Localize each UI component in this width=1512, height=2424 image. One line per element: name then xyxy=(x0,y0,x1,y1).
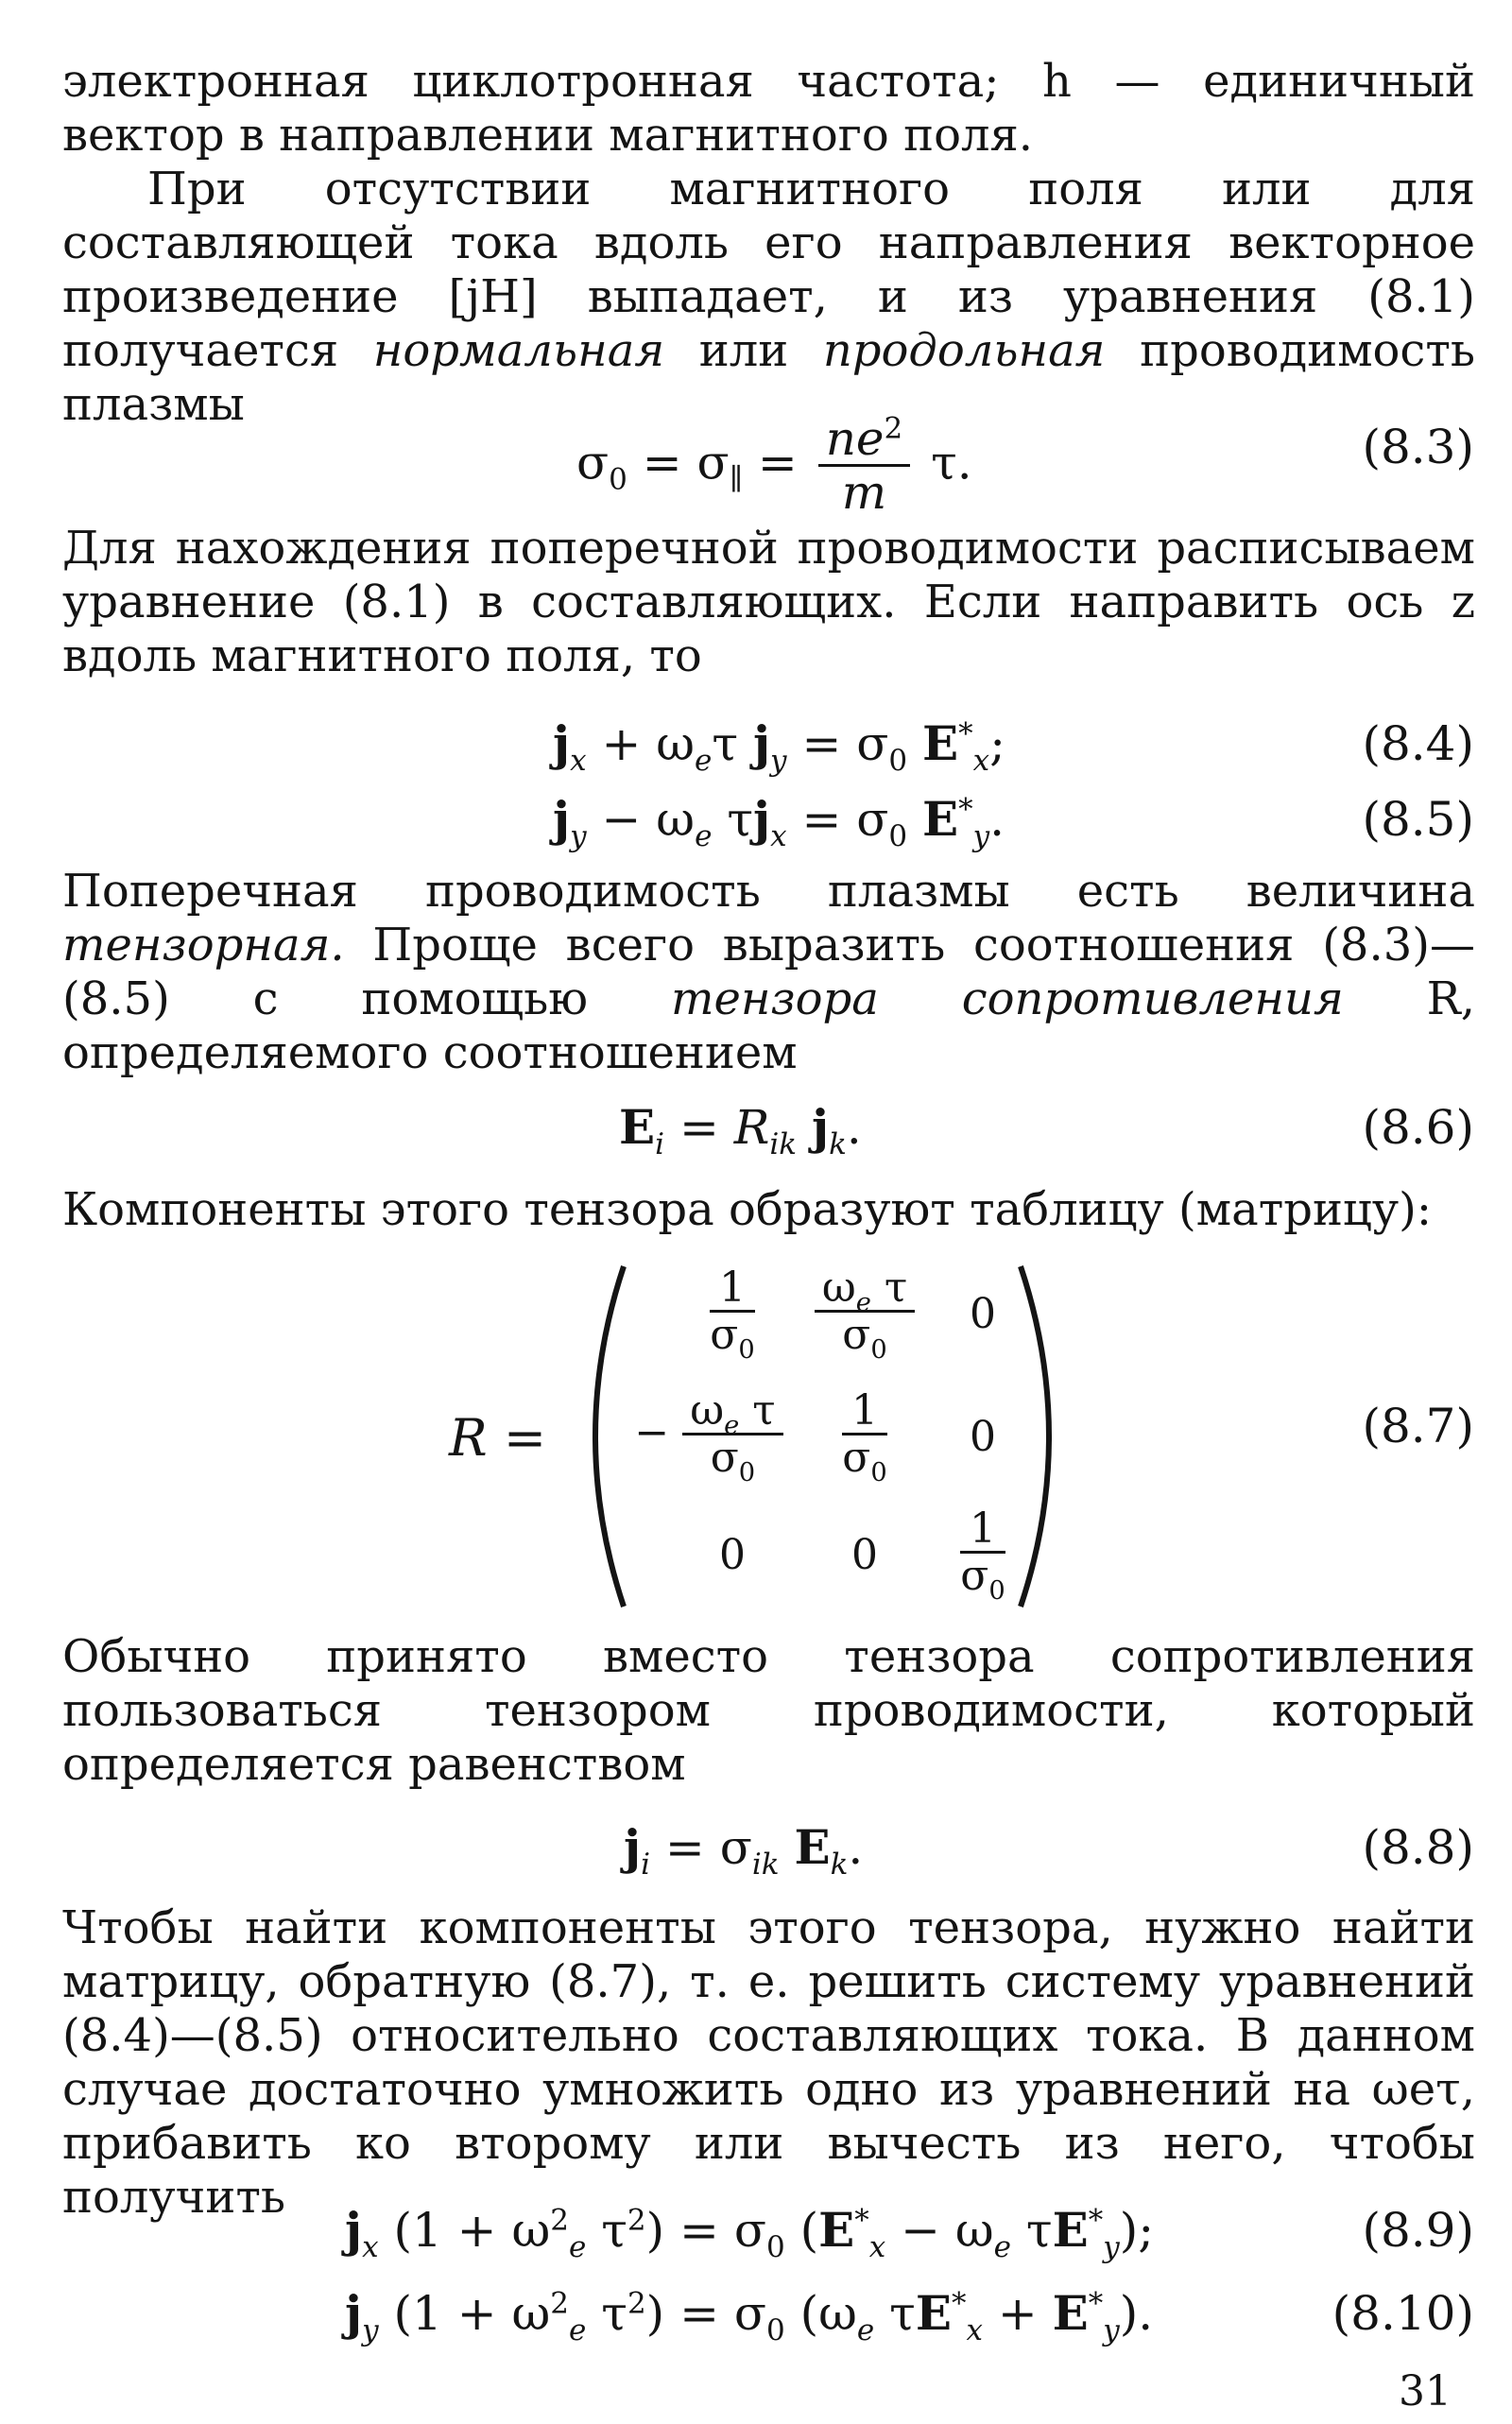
paragraph-1: электронная циклотронная частота; h — единичный вектор в направлении магнитного поля. xyxy=(62,55,1475,162)
matrix-cell: 0 xyxy=(719,1531,746,1579)
paragraph-3: Для нахождения поперечной проводимости расписываем уравнение (8.1) в составляющих. Если направить ось z вдоль магнитного поля, то xyxy=(62,522,1475,682)
matrix-cell: 0 xyxy=(970,1413,996,1461)
equation-8-9: $j_x$ ($1 + \omega^2_e$ $\tau^2) = \sigma_0$ ($E^*_x - \omega_e$ $\tau E^*_y$); (8.9) xyxy=(345,2202,1474,2264)
matrix-lhs: R = xyxy=(449,1408,547,1468)
matrix-cell: $\frac{1}{\sigma_0}$ xyxy=(960,1504,1005,1606)
matrix-cell: − $\frac{\omega_e \tau}{\sigma_0}$ xyxy=(624,1389,794,1482)
paragraph-2: При отсутствии магнитного поля или для составляющей тока вдоль его направления векторное произведение [jH] выпадает, и из уравнения (8.1) получается нормальная или продольная проводимость плазмы xyxy=(62,163,1475,431)
paragraph-6: Обычно принято вместо тензора сопротивления пользоваться тензором проводимости, который определяется равенством xyxy=(62,1630,1475,1791)
matrix-cell: 0 xyxy=(970,1290,996,1338)
equation-8-3: $\sigma_0 = \sigma_\parallel$ = $\frac{ne^2}{m}$ τ. (8.3) xyxy=(576,411,1474,520)
paragraph-4: Поперечная проводимость плазмы есть величина тензорная. Проще всего выразить соотношения (8.3)—(8.5) с помощью тензора сопротивления R, определяемого соотношением xyxy=(62,865,1475,1079)
matrix-cell: $\frac{\omega_e \tau}{\sigma_0}$ xyxy=(808,1266,921,1359)
equation-8-4: $j_x + \omega_e\tau$ $j_y = \sigma_0$ $E^*_x$; (8.4) xyxy=(553,715,1474,778)
equation-8-10: $j_y$ ($1 + \omega^2_e$ $\tau^2) = \sigma_0$ ($\omega_e$ $\tau E^*_x + E^*_y$). (8.10) xyxy=(345,2285,1474,2347)
matrix-cell: 0 xyxy=(851,1531,878,1579)
equation-8-8: $j_i = \sigma_{ik}$ $E_k$. (8.8) xyxy=(624,1819,1474,1882)
paragraph-7: Чтобы найти компоненты этого тензора, нужно найти матрицу, обратную (8.7), т. е. решить систему уравнений (8.4)—(8.5) относительно составляющих тока. В данном случае достаточно умножить одно из уравнений на ωeτ, прибавить ко второму или вычесть из него, чтобы получить xyxy=(62,1901,1475,2224)
paragraph-5: Компоненты этого тензора образуют таблицу (матрицу): xyxy=(62,1183,1432,1236)
matrix-cell: $\frac{1}{\sigma_0}$ xyxy=(710,1264,755,1365)
page-number: 31 xyxy=(1399,2367,1452,2415)
equation-8-7: R = $\frac{1}{\sigma_0}$ $\frac{\omega_e \tau}{\sigma_0}$ 0 − $\frac{\omega_e \tau}{\sigma_0}$ $\frac{1}{\sigma_0}$ 0 0 0 $\frac{1}{\sigma_0}$ (8.7) xyxy=(0,1257,1512,1616)
equation-8-6: $E_i = R_{ik}$ $j_k$. (8.6) xyxy=(619,1099,1474,1161)
matrix-cell: $\frac{1}{\sigma_0}$ xyxy=(842,1386,887,1487)
equation-8-5: $j_y - \omega_e$ $\tau j_x = \sigma_0$ $E^*_y$. (8.5) xyxy=(553,791,1474,853)
